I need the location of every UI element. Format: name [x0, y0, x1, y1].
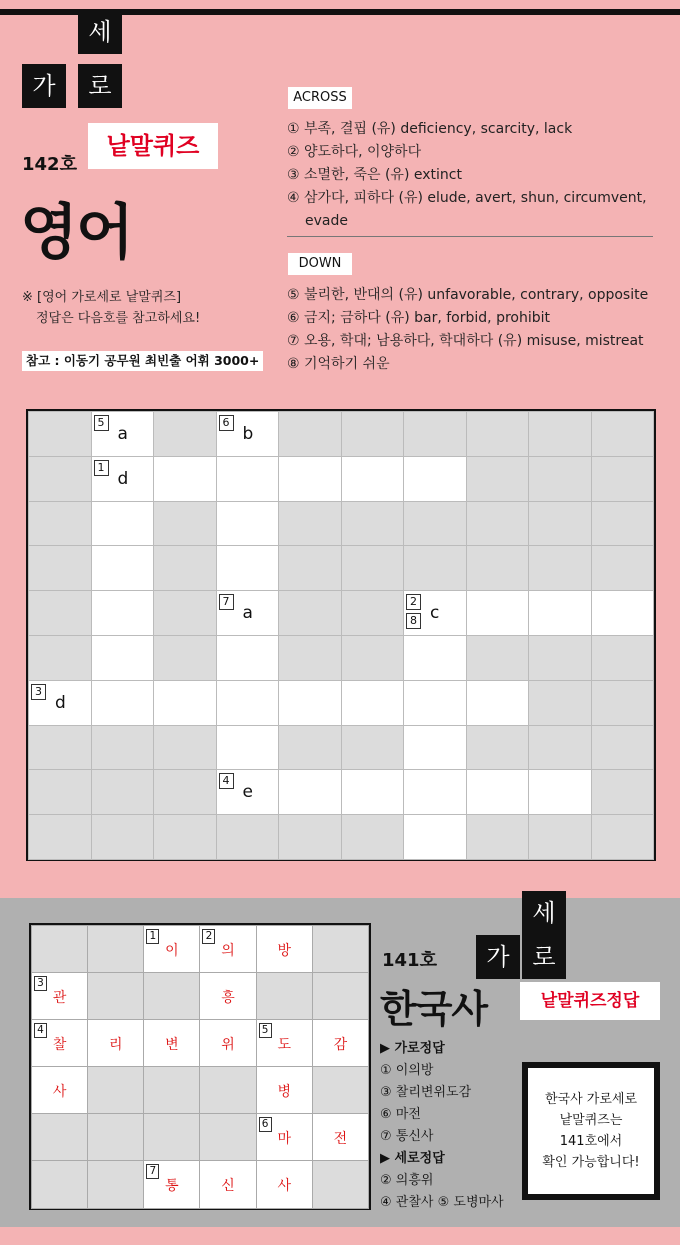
- blocked-cell: [466, 815, 529, 860]
- blocked-cell: [529, 412, 592, 457]
- clue-number: 1: [94, 460, 109, 476]
- blocked-cell: [529, 635, 592, 680]
- puzzle-table: [28, 411, 654, 860]
- answer-list: [380, 1038, 504, 1214]
- answer-cell: [200, 926, 256, 973]
- answer-char: 전: [333, 1131, 348, 1148]
- answer-cell: [32, 973, 88, 1020]
- clue-number: 5: [259, 1023, 272, 1038]
- blocked-cell: [404, 412, 467, 457]
- answer-cell-input[interactable]: [216, 770, 279, 815]
- blocked-cell: [529, 725, 592, 770]
- answer-cell-input[interactable]: [466, 680, 529, 725]
- answer-cell: [256, 1161, 312, 1208]
- answer-cell-input[interactable]: [216, 456, 279, 501]
- blocked-cell: [591, 815, 654, 860]
- blocked-cell: [312, 926, 368, 973]
- blocked-cell: [88, 1114, 144, 1161]
- answer-cell: [200, 1161, 256, 1208]
- answer-cell-input[interactable]: [279, 770, 342, 815]
- answer-cell: [144, 1020, 200, 1067]
- clue-number: 2: [406, 594, 421, 610]
- blocked-cell: [591, 501, 654, 546]
- answer-cell-input[interactable]: [216, 412, 279, 457]
- answer-cell-input[interactable]: [91, 412, 154, 457]
- blocked-cell: [91, 725, 154, 770]
- puzzle-row: [29, 815, 654, 860]
- down-answer-title: ▶ 세로정답: [380, 1151, 445, 1166]
- blocked-cell: [154, 815, 217, 860]
- blocked-cell: [466, 501, 529, 546]
- answer-cell-input[interactable]: [279, 456, 342, 501]
- note-line: 정답은 다음호를 참고하세요!: [36, 311, 201, 326]
- blocked-cell: [88, 973, 144, 1020]
- blocked-cell: [32, 1161, 88, 1208]
- answer-char: 사: [277, 1178, 291, 1195]
- answer-cell-input[interactable]: [216, 725, 279, 770]
- blocked-cell: [529, 680, 592, 725]
- answer-cell-input[interactable]: [591, 591, 654, 636]
- clue-number: 6: [219, 415, 234, 431]
- blocked-cell: [154, 546, 217, 591]
- quiz-badge: 낱말퀴즈: [88, 123, 218, 169]
- answer-cell-input[interactable]: [341, 680, 404, 725]
- blocked-cell: [279, 725, 342, 770]
- blocked-cell: [341, 815, 404, 860]
- answer-cell-input[interactable]: [216, 680, 279, 725]
- answer-row: [32, 1114, 369, 1161]
- bottom-bar: [0, 1227, 680, 1245]
- clue-down-5: ⑤ 불리한, 반대의 (유) unfavorable, contrary, opposite: [287, 287, 649, 303]
- answer-char: 감: [333, 1037, 348, 1054]
- answer-char: 의: [221, 943, 235, 959]
- clue-number: 7: [219, 594, 234, 610]
- blocked-cell: [312, 1067, 368, 1114]
- blocked-cell: [341, 501, 404, 546]
- blocked-cell: [154, 725, 217, 770]
- clue-down-6: ⑥ 금지; 금하다 (유) bar, forbid, prohibit: [287, 310, 551, 326]
- blocked-cell: [154, 635, 217, 680]
- blocked-cell: [591, 546, 654, 591]
- hint-letter: b: [242, 424, 254, 444]
- blocked-cell: [341, 412, 404, 457]
- answer-char: 변: [165, 1037, 179, 1054]
- blocked-cell: [529, 456, 592, 501]
- clue-across-2: ② 양도하다, 이양하다: [287, 144, 422, 160]
- blocked-cell: [466, 635, 529, 680]
- blocked-cell: [529, 815, 592, 860]
- answer-cell: [312, 1020, 368, 1067]
- answer-cell-input[interactable]: [404, 635, 467, 680]
- answer-char: 위: [221, 1037, 235, 1054]
- subject-title: 영어: [20, 198, 132, 268]
- hint-letter: e: [242, 782, 253, 803]
- answer-cell: [256, 1020, 312, 1067]
- blocked-cell: [404, 546, 467, 591]
- blocked-cell: [279, 591, 342, 636]
- answer-row: [32, 1020, 369, 1067]
- blocked-cell: [591, 680, 654, 725]
- blocked-cell: [341, 635, 404, 680]
- puzzle-row: [29, 501, 654, 546]
- answer-cell: [312, 1114, 368, 1161]
- blocked-cell: [200, 1067, 256, 1114]
- answer-char: 방: [277, 943, 291, 959]
- blocked-cell: [591, 456, 654, 501]
- blocked-cell: [88, 926, 144, 973]
- notice-box: [522, 1062, 660, 1200]
- notice-line: 한국사 가로세로: [544, 1092, 638, 1107]
- title-block-ga: 가: [22, 64, 66, 108]
- clue-number: 3: [31, 684, 46, 700]
- hint-letter: a: [242, 603, 253, 624]
- reference-label: 참고 : 이동기 공무원 최빈출 어휘 3000+: [22, 351, 263, 371]
- blocked-cell: [91, 770, 154, 815]
- answer-cell-input[interactable]: [29, 680, 92, 725]
- answer-note: [22, 287, 200, 329]
- answer-cell-input[interactable]: [216, 501, 279, 546]
- answer-char: 도: [277, 1037, 291, 1054]
- answer-cell: [144, 926, 200, 973]
- answer-cell-input[interactable]: [91, 456, 154, 501]
- blocked-cell: [29, 815, 92, 860]
- answer-row: [32, 973, 369, 1020]
- blocked-cell: [312, 973, 368, 1020]
- answer-subject: 한국사: [380, 987, 488, 1031]
- answer-cell-input[interactable]: [154, 456, 217, 501]
- notice-line: 141호에서: [559, 1134, 623, 1149]
- blocked-cell: [144, 1067, 200, 1114]
- blocked-cell: [216, 815, 279, 860]
- blocked-cell: [341, 725, 404, 770]
- answer-char: 관: [52, 990, 67, 1007]
- clue-divider: [287, 236, 653, 237]
- blocked-cell: [29, 456, 92, 501]
- blocked-cell: [591, 412, 654, 457]
- hint-letter: d: [117, 468, 129, 489]
- clue-number: 1: [146, 929, 159, 944]
- answer-cell-input[interactable]: [404, 770, 467, 815]
- blocked-cell: [144, 973, 200, 1020]
- answer-char: 병: [277, 1084, 291, 1101]
- blocked-cell: [29, 591, 92, 636]
- blocked-cell: [279, 815, 342, 860]
- answer-cell-input[interactable]: [216, 635, 279, 680]
- answer-grid: [29, 923, 371, 1210]
- blocked-cell: [29, 501, 92, 546]
- blocked-cell: [591, 770, 654, 815]
- answer-char: 흥: [221, 990, 235, 1007]
- answer-cell-input[interactable]: [404, 456, 467, 501]
- puzzle-row: [29, 725, 654, 770]
- answer-cell: [88, 1020, 144, 1067]
- notice-text: [528, 1068, 654, 1194]
- answer-badge: 낱말퀴즈정답: [520, 982, 660, 1020]
- clue-number: 2: [202, 929, 215, 944]
- answer-cell-input[interactable]: [216, 591, 279, 636]
- blocked-cell: [32, 926, 88, 973]
- clue-across-1: ① 부족, 결핍 (유) deficiency, scarcity, lack: [287, 121, 573, 137]
- blocked-cell: [29, 546, 92, 591]
- across-answer: ⑥ 마전: [380, 1107, 421, 1122]
- answer-cell-input[interactable]: [529, 591, 592, 636]
- blocked-cell: [154, 770, 217, 815]
- puzzle-row: [29, 635, 654, 680]
- answer-cell-input[interactable]: [341, 456, 404, 501]
- answer-cell-input[interactable]: [466, 591, 529, 636]
- answer-cell-input[interactable]: [91, 635, 154, 680]
- blocked-cell: [341, 546, 404, 591]
- across-tag: ACROSS: [288, 87, 352, 109]
- down-tag: DOWN: [288, 253, 352, 275]
- blocked-cell: [200, 1114, 256, 1161]
- blocked-cell: [279, 546, 342, 591]
- clue-number: 6: [259, 1117, 272, 1132]
- clue-number: 4: [219, 773, 234, 789]
- answer-block-se: 세: [522, 891, 566, 935]
- answer-cell-input[interactable]: [91, 546, 154, 591]
- hint-letter: a: [117, 424, 128, 444]
- across-answer: ⑦ 통신사: [380, 1129, 434, 1144]
- clue-number: 8: [406, 613, 421, 629]
- blocked-cell: [591, 635, 654, 680]
- clue-across-4: ④ 삼가다, 피하다 (유) elude, avert, shun, circumvent,: [287, 190, 647, 206]
- notice-line: 낱말퀴즈는: [559, 1113, 623, 1128]
- blocked-cell: [29, 412, 92, 457]
- answer-cell: [256, 1067, 312, 1114]
- clue-number: 7: [146, 1164, 159, 1179]
- clue-number: 3: [34, 976, 47, 991]
- clue-down-8: ⑧ 기억하기 쉬운: [287, 356, 390, 372]
- blocked-cell: [32, 1114, 88, 1161]
- answer-cell: [32, 1067, 88, 1114]
- answer-char: 찰: [52, 1037, 67, 1054]
- blocked-cell: [591, 725, 654, 770]
- blocked-cell: [466, 725, 529, 770]
- answer-cell: [256, 926, 312, 973]
- answer-table: [31, 925, 369, 1209]
- answer-cell-input[interactable]: [91, 591, 154, 636]
- answer-cell: [200, 1020, 256, 1067]
- answer-char: 통: [165, 1178, 179, 1195]
- answer-cell: [200, 973, 256, 1020]
- blocked-cell: [154, 501, 217, 546]
- blocked-cell: [341, 591, 404, 636]
- down-clues: [287, 284, 648, 376]
- blocked-cell: [466, 412, 529, 457]
- puzzle-row: [29, 456, 654, 501]
- clue-down-7: ⑦ 오용, 학대; 남용하다, 학대하다 (유) misuse, mistreat: [287, 333, 644, 349]
- answer-char: 리: [108, 1037, 123, 1054]
- answer-cell-input[interactable]: [404, 815, 467, 860]
- answer-cell-input[interactable]: [466, 770, 529, 815]
- note-line: ※ [영어 가로세로 낱말퀴즈]: [22, 290, 182, 305]
- across-answer: ① 이의방: [380, 1063, 434, 1078]
- answer-cell-input[interactable]: [216, 546, 279, 591]
- answer-cell-input[interactable]: [91, 680, 154, 725]
- title-block-ro: 로: [78, 64, 122, 108]
- puzzle-row: [29, 680, 654, 725]
- blocked-cell: [404, 501, 467, 546]
- clue-number: 4: [34, 1023, 47, 1038]
- blocked-cell: [88, 1067, 144, 1114]
- answer-char: 사: [52, 1084, 67, 1101]
- blocked-cell: [529, 546, 592, 591]
- answer-block-ga: 가: [476, 935, 520, 979]
- answer-char: 신: [221, 1178, 235, 1195]
- blocked-cell: [312, 1161, 368, 1208]
- puzzle-row: [29, 770, 654, 815]
- puzzle-row: [29, 591, 654, 636]
- answer-char: 이: [165, 943, 179, 959]
- blocked-cell: [29, 725, 92, 770]
- hint-letter: d: [55, 692, 66, 713]
- answer-cell-input[interactable]: [91, 501, 154, 546]
- answer-char: 마: [277, 1131, 291, 1148]
- blocked-cell: [279, 635, 342, 680]
- blocked-cell: [256, 973, 312, 1020]
- hint-letter: c: [430, 603, 440, 624]
- answer-block-ro: 로: [522, 935, 566, 979]
- clue-across-3: ③ 소멸한, 죽은 (유) extinct: [287, 167, 462, 183]
- answer-cell: [256, 1114, 312, 1161]
- answer-cell-input[interactable]: [404, 725, 467, 770]
- title-block-se: 세: [78, 10, 122, 54]
- blocked-cell: [91, 815, 154, 860]
- across-clues: [287, 118, 647, 233]
- answer-cell-input[interactable]: [404, 591, 467, 636]
- blocked-cell: [154, 591, 217, 636]
- down-answer: ② 의흥위: [380, 1173, 434, 1188]
- blocked-cell: [144, 1114, 200, 1161]
- answer-issue: 141호: [382, 950, 437, 971]
- blocked-cell: [279, 412, 342, 457]
- answer-cell-input[interactable]: [154, 680, 217, 725]
- answer-cell-input[interactable]: [341, 770, 404, 815]
- across-answer: ③ 찰리변위도감: [380, 1085, 472, 1100]
- blocked-cell: [279, 501, 342, 546]
- blocked-cell: [529, 501, 592, 546]
- blocked-cell: [154, 412, 217, 457]
- blocked-cell: [466, 456, 529, 501]
- issue-number: 142호: [22, 154, 77, 175]
- answer-cell-input[interactable]: [404, 680, 467, 725]
- puzzle-row: [29, 546, 654, 591]
- answer-cell-input[interactable]: [529, 770, 592, 815]
- clue-number: 5: [94, 415, 109, 431]
- notice-line: 확인 가능합니다!: [542, 1155, 640, 1170]
- clue-across-4-cont: evade: [305, 213, 348, 229]
- puzzle-row: [29, 412, 654, 457]
- blocked-cell: [29, 770, 92, 815]
- blocked-cell: [29, 635, 92, 680]
- answer-cell: [144, 1161, 200, 1208]
- blocked-cell: [466, 546, 529, 591]
- across-answer-title: ▶ 가로정답: [380, 1041, 445, 1056]
- answer-row: [32, 1067, 369, 1114]
- puzzle-grid: [26, 409, 656, 861]
- blocked-cell: [88, 1161, 144, 1208]
- answer-row: [32, 1161, 369, 1208]
- answer-cell-input[interactable]: [279, 680, 342, 725]
- down-answer: ④ 관찰사 ⑤ 도병마사: [380, 1195, 504, 1210]
- answer-cell: [32, 1020, 88, 1067]
- answer-row: [32, 926, 369, 973]
